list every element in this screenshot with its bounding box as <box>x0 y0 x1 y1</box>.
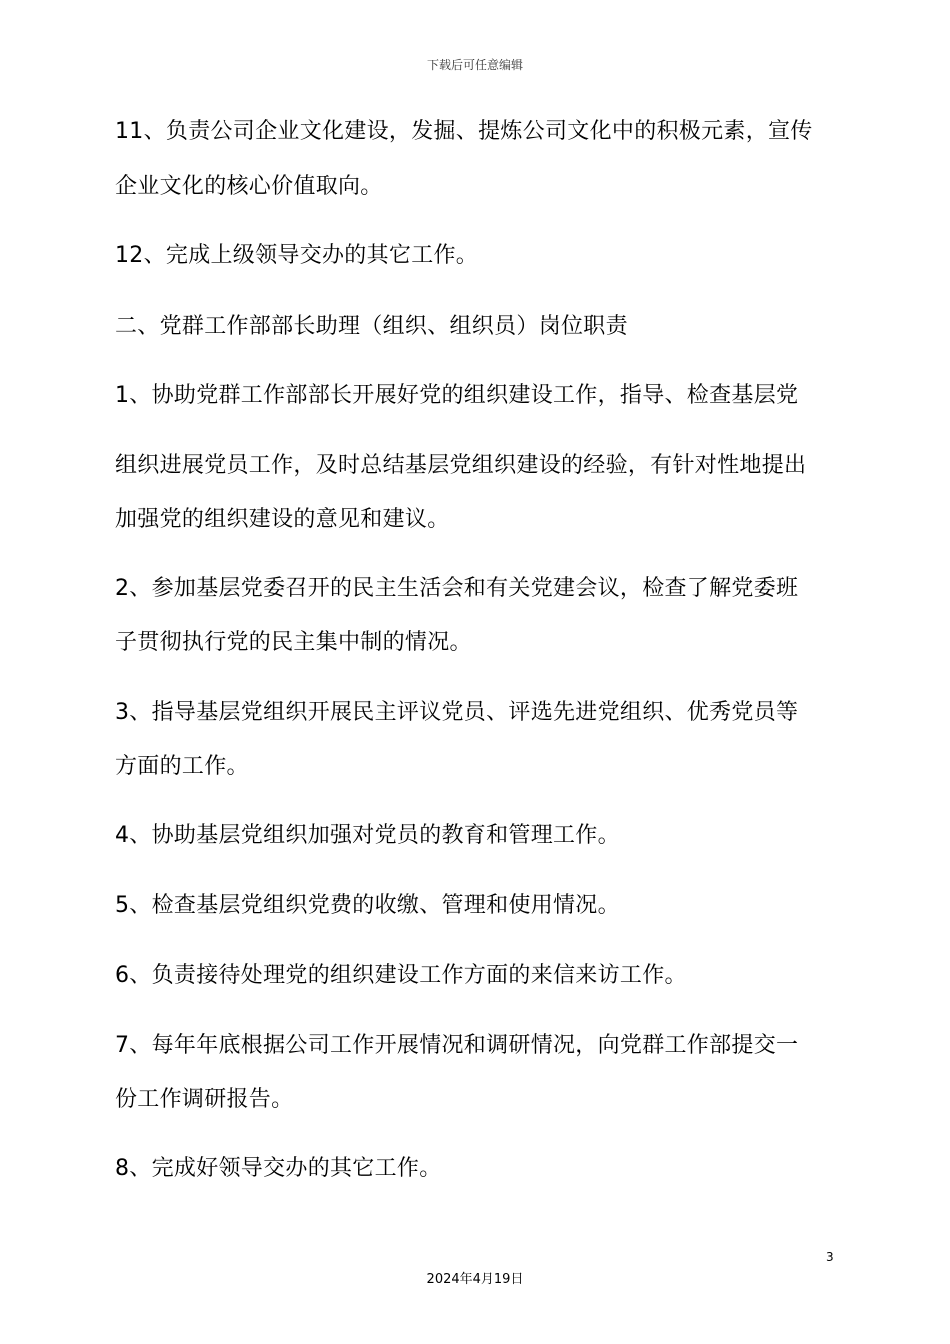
text-line: 11、负责公司企业文化建设，发掘、提炼公司文化中的积极元素，宣传 <box>115 119 813 144</box>
footer-date: 2024年4月19日 <box>426 1272 524 1287</box>
page-number: 3 <box>826 1250 834 1264</box>
text-line: 份工作调研报告。 <box>115 1087 294 1112</box>
header-note: 下载后可任意编辑 <box>426 58 523 72</box>
text-line: 1、协助党群工作部部长开展好党的组织建设工作，指导、检查基层党 <box>115 383 799 408</box>
text-line: 2、参加基层党委召开的民主生活会和有关党建会议，检查了解党委班 <box>115 576 799 601</box>
text-line: 8、完成好领导交办的其它工作。 <box>115 1156 442 1181</box>
section-heading: 二、党群工作部部长助理（组织、组织员）岗位职责 <box>115 314 628 339</box>
text-line: 子贯彻执行党的民主集中制的情况。 <box>115 630 472 655</box>
text-line: 方面的工作。 <box>115 754 249 779</box>
text-line: 7、每年年底根据公司工作开展情况和调研情况，向党群工作部提交一 <box>115 1033 799 1058</box>
text-line: 5、检查基层党组织党费的收缴、管理和使用情况。 <box>115 893 620 918</box>
text-line: 组织进展党员工作，及时总结基层党组织建设的经验，有针对性地提出 <box>115 453 807 478</box>
text-line: 加强党的组织建设的意见和建议。 <box>115 507 450 532</box>
text-line: 12、完成上级领导交办的其它工作。 <box>115 243 479 268</box>
text-line: 3、指导基层党组织开展民主评议党员、评选先进党组织、优秀党员等 <box>115 700 799 725</box>
text-line: 6、负责接待处理党的组织建设工作方面的来信来访工作。 <box>115 963 687 988</box>
text-line: 4、协助基层党组织加强对党员的教育和管理工作。 <box>115 823 620 848</box>
text-line: 企业文化的核心价值取向。 <box>115 174 383 199</box>
